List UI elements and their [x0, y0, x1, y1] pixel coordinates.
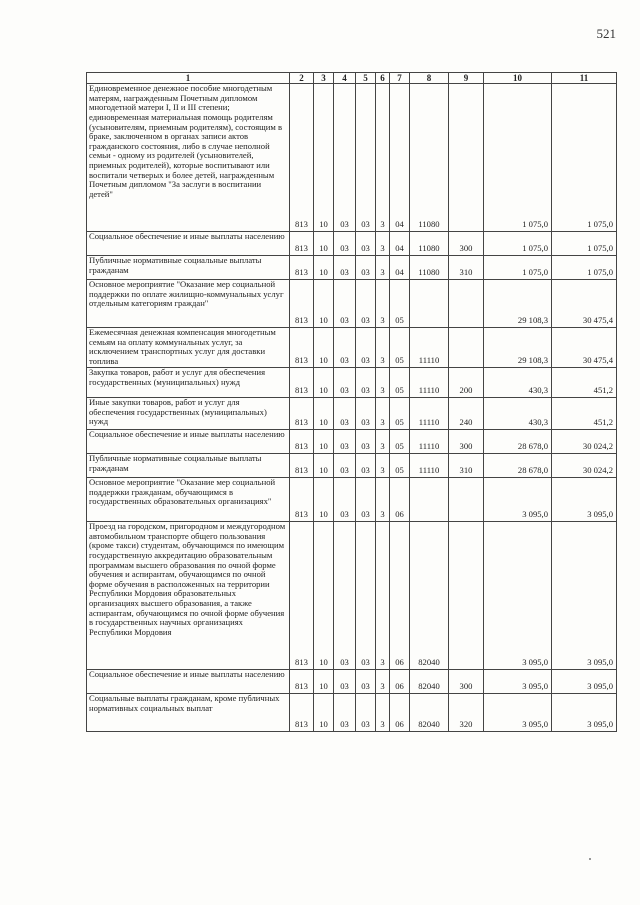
cell-code-7: 06 [390, 694, 410, 732]
cell-code-3: 10 [314, 398, 334, 430]
cell-code-5: 03 [356, 522, 376, 670]
cell-code-3: 10 [314, 694, 334, 732]
cell-code-4: 03 [334, 478, 356, 522]
table-row [87, 670, 617, 694]
row-name: Социальное обеспечение и иные выплаты населению [87, 670, 290, 694]
cell-code-7: 04 [390, 84, 410, 232]
cell-code-8 [410, 478, 449, 522]
col-header-9: 9 [449, 73, 484, 84]
col-header-8: 8 [410, 73, 449, 84]
cell-code-2: 813 [290, 670, 314, 694]
cell-code-6: 3 [376, 478, 390, 522]
cell-code-2: 813 [290, 232, 314, 256]
cell-code-4: 03 [334, 368, 356, 398]
cell-code-3: 10 [314, 328, 334, 368]
cell-amount-10: 3 095,0 [484, 478, 552, 522]
cell-code-2: 813 [290, 522, 314, 670]
cell-code-5: 03 [356, 694, 376, 732]
cell-code-6: 3 [376, 670, 390, 694]
cell-code-5: 03 [356, 280, 376, 328]
table-row [87, 368, 617, 398]
cell-code-5: 03 [356, 454, 376, 478]
cell-amount-10: 1 075,0 [484, 84, 552, 232]
cell-code-8: 82040 [410, 670, 449, 694]
cell-code-8: 11110 [410, 328, 449, 368]
table-row [87, 478, 617, 522]
cell-code-4: 03 [334, 694, 356, 732]
cell-code-9: 300 [449, 430, 484, 454]
cell-code-3: 10 [314, 256, 334, 280]
cell-amount-11: 3 095,0 [552, 694, 617, 732]
row-name: Социальное обеспечение и иные выплаты населению [87, 430, 290, 454]
cell-amount-11: 3 095,0 [552, 522, 617, 670]
cell-code-4: 03 [334, 280, 356, 328]
cell-code-6: 3 [376, 328, 390, 368]
cell-code-5: 03 [356, 256, 376, 280]
cell-code-5: 03 [356, 84, 376, 232]
cell-code-4: 03 [334, 84, 356, 232]
cell-code-6: 3 [376, 694, 390, 732]
cell-amount-10: 29 108,3 [484, 280, 552, 328]
cell-amount-11: 1 075,0 [552, 256, 617, 280]
cell-code-9 [449, 84, 484, 232]
cell-code-5: 03 [356, 232, 376, 256]
row-name: Публичные нормативные социальные выплаты гражданам [87, 256, 290, 280]
cell-amount-11: 30 475,4 [552, 280, 617, 328]
cell-code-8: 82040 [410, 522, 449, 670]
cell-amount-10: 28 678,0 [484, 430, 552, 454]
cell-code-6: 3 [376, 232, 390, 256]
cell-code-4: 03 [334, 522, 356, 670]
cell-amount-10: 430,3 [484, 368, 552, 398]
cell-code-2: 813 [290, 84, 314, 232]
cell-code-4: 03 [334, 232, 356, 256]
col-header-4: 4 [334, 73, 356, 84]
table-row [87, 398, 617, 430]
cell-code-2: 813 [290, 368, 314, 398]
cell-code-8: 82040 [410, 694, 449, 732]
cell-code-9: 200 [449, 368, 484, 398]
cell-code-3: 10 [314, 368, 334, 398]
cell-amount-11: 1 075,0 [552, 232, 617, 256]
cell-code-9: 300 [449, 670, 484, 694]
col-header-2: 2 [290, 73, 314, 84]
cell-code-3: 10 [314, 232, 334, 256]
col-header-10: 10 [484, 73, 552, 84]
cell-code-2: 813 [290, 430, 314, 454]
table-header-row [87, 73, 617, 84]
cell-code-2: 813 [290, 256, 314, 280]
cell-code-6: 3 [376, 256, 390, 280]
table-row [87, 232, 617, 256]
cell-code-7: 05 [390, 280, 410, 328]
cell-amount-11: 30 475,4 [552, 328, 617, 368]
cell-amount-10: 29 108,3 [484, 328, 552, 368]
row-name: Социальные выплаты гражданам, кроме публичных нормативных социальных выплат [87, 694, 290, 732]
cell-code-7: 05 [390, 430, 410, 454]
table-row [87, 522, 617, 670]
cell-amount-10: 3 095,0 [484, 670, 552, 694]
cell-code-6: 3 [376, 368, 390, 398]
table-row [87, 430, 617, 454]
row-name: Публичные нормативные социальные выплаты гражданам [87, 454, 290, 478]
cell-code-3: 10 [314, 84, 334, 232]
budget-table [86, 72, 617, 732]
cell-code-9: 310 [449, 256, 484, 280]
cell-code-3: 10 [314, 522, 334, 670]
cell-code-8: 11080 [410, 256, 449, 280]
row-name: Основное мероприятие "Оказание мер социальной поддержки гражданам, обучающимся в государственных образовательных организациях" [87, 478, 290, 522]
cell-code-5: 03 [356, 478, 376, 522]
cell-code-8: 11080 [410, 232, 449, 256]
cell-amount-10: 430,3 [484, 398, 552, 430]
cell-code-8 [410, 280, 449, 328]
cell-code-3: 10 [314, 430, 334, 454]
col-header-11: 11 [552, 73, 617, 84]
cell-code-9 [449, 522, 484, 670]
row-name: Единовременное денежное пособие многодетным матерям, награжденным Почетным дипломом многодетной матери I, II и III степени; единовременная материальная помощь родителям (усыновителям, приемным родителям), состоящим в браке, заключенном в органах записи актов гражданского состояния, либо в случае неполной семьи - одному из родителей (усыновителей, приемных родителей), которые воспитывают или воспитали четверых и более детей, награжденным Почетным дипломом "За заслуги в воспитании детей" [87, 84, 290, 232]
row-name: Социальное обеспечение и иные выплаты населению [87, 232, 290, 256]
table-row [87, 694, 617, 732]
row-name: Ежемесячная денежная компенсация многодетным семьям на оплату коммунальных услуг, за исключением транспортных услуг для доставки топлива [87, 328, 290, 368]
cell-code-7: 05 [390, 328, 410, 368]
cell-code-4: 03 [334, 454, 356, 478]
cell-code-6: 3 [376, 522, 390, 670]
cell-amount-11: 451,2 [552, 368, 617, 398]
cell-code-5: 03 [356, 398, 376, 430]
cell-code-9: 320 [449, 694, 484, 732]
cell-code-3: 10 [314, 670, 334, 694]
col-header-3: 3 [314, 73, 334, 84]
cell-code-6: 3 [376, 454, 390, 478]
cell-code-2: 813 [290, 478, 314, 522]
cell-code-4: 03 [334, 256, 356, 280]
cell-code-8: 11110 [410, 368, 449, 398]
cell-code-5: 03 [356, 670, 376, 694]
cell-code-2: 813 [290, 694, 314, 732]
cell-code-9 [449, 478, 484, 522]
cell-amount-11: 30 024,2 [552, 430, 617, 454]
cell-code-7: 04 [390, 256, 410, 280]
cell-code-3: 10 [314, 478, 334, 522]
cell-code-7: 05 [390, 368, 410, 398]
cell-amount-10: 3 095,0 [484, 694, 552, 732]
col-header-5: 5 [356, 73, 376, 84]
col-header-7: 7 [390, 73, 410, 84]
cell-code-7: 06 [390, 670, 410, 694]
table-row [87, 84, 617, 232]
col-header-6: 6 [376, 73, 390, 84]
cell-code-5: 03 [356, 368, 376, 398]
cell-code-6: 3 [376, 398, 390, 430]
cell-code-3: 10 [314, 454, 334, 478]
cell-amount-10: 3 095,0 [484, 522, 552, 670]
cell-code-6: 3 [376, 280, 390, 328]
cell-code-2: 813 [290, 280, 314, 328]
cell-amount-11: 1 075,0 [552, 84, 617, 232]
cell-code-5: 03 [356, 430, 376, 454]
cell-code-4: 03 [334, 670, 356, 694]
cell-amount-11: 3 095,0 [552, 478, 617, 522]
cell-code-7: 06 [390, 522, 410, 670]
table-row [87, 328, 617, 368]
cell-amount-10: 1 075,0 [484, 256, 552, 280]
cell-code-8: 11110 [410, 454, 449, 478]
scan-speck [589, 858, 591, 860]
cell-code-2: 813 [290, 398, 314, 430]
cell-code-3: 10 [314, 280, 334, 328]
cell-amount-11: 30 024,2 [552, 454, 617, 478]
row-name: Проезд на городском, пригородном и междугородном автомобильном транспорте общего пользования (кроме такси) студентам, обучающимся по имеющим государственную аккредитацию образовательным программам высшего образования по очной форме обучения и аспирантам, обучающимся по очной форме обучения в расположенных на территории Республики Мордовия образовательных организациях высшего образования, а также аспирантам, обучающимся по очной форме обучения в государственных научных организациях Республики Мордовия [87, 522, 290, 670]
cell-code-9: 240 [449, 398, 484, 430]
cell-amount-11: 3 095,0 [552, 670, 617, 694]
cell-code-7: 06 [390, 478, 410, 522]
row-name: Закупка товаров, работ и услуг для обеспечения государственных (муниципальных) нужд [87, 368, 290, 398]
table-row [87, 454, 617, 478]
col-header-1: 1 [87, 73, 290, 84]
cell-code-4: 03 [334, 430, 356, 454]
table-row [87, 256, 617, 280]
cell-code-2: 813 [290, 454, 314, 478]
cell-amount-10: 1 075,0 [484, 232, 552, 256]
cell-code-4: 03 [334, 398, 356, 430]
cell-code-6: 3 [376, 84, 390, 232]
cell-code-9: 310 [449, 454, 484, 478]
cell-amount-11: 451,2 [552, 398, 617, 430]
cell-code-6: 3 [376, 430, 390, 454]
table-row [87, 280, 617, 328]
cell-code-9 [449, 280, 484, 328]
row-name: Иные закупки товаров, работ и услуг для обеспечения государственных (муниципальных) нужд [87, 398, 290, 430]
cell-code-8: 11110 [410, 398, 449, 430]
page-number: 521 [596, 26, 616, 41]
cell-code-8: 11080 [410, 84, 449, 232]
cell-code-7: 05 [390, 398, 410, 430]
row-name: Основное мероприятие "Оказание мер социальной поддержки по оплате жилищно-коммунальных услуг отдельным категориям граждан" [87, 280, 290, 328]
cell-code-4: 03 [334, 328, 356, 368]
cell-code-7: 04 [390, 232, 410, 256]
cell-code-8: 11110 [410, 430, 449, 454]
cell-code-2: 813 [290, 328, 314, 368]
cell-code-7: 05 [390, 454, 410, 478]
cell-code-5: 03 [356, 328, 376, 368]
cell-code-9 [449, 328, 484, 368]
cell-amount-10: 28 678,0 [484, 454, 552, 478]
cell-code-9: 300 [449, 232, 484, 256]
